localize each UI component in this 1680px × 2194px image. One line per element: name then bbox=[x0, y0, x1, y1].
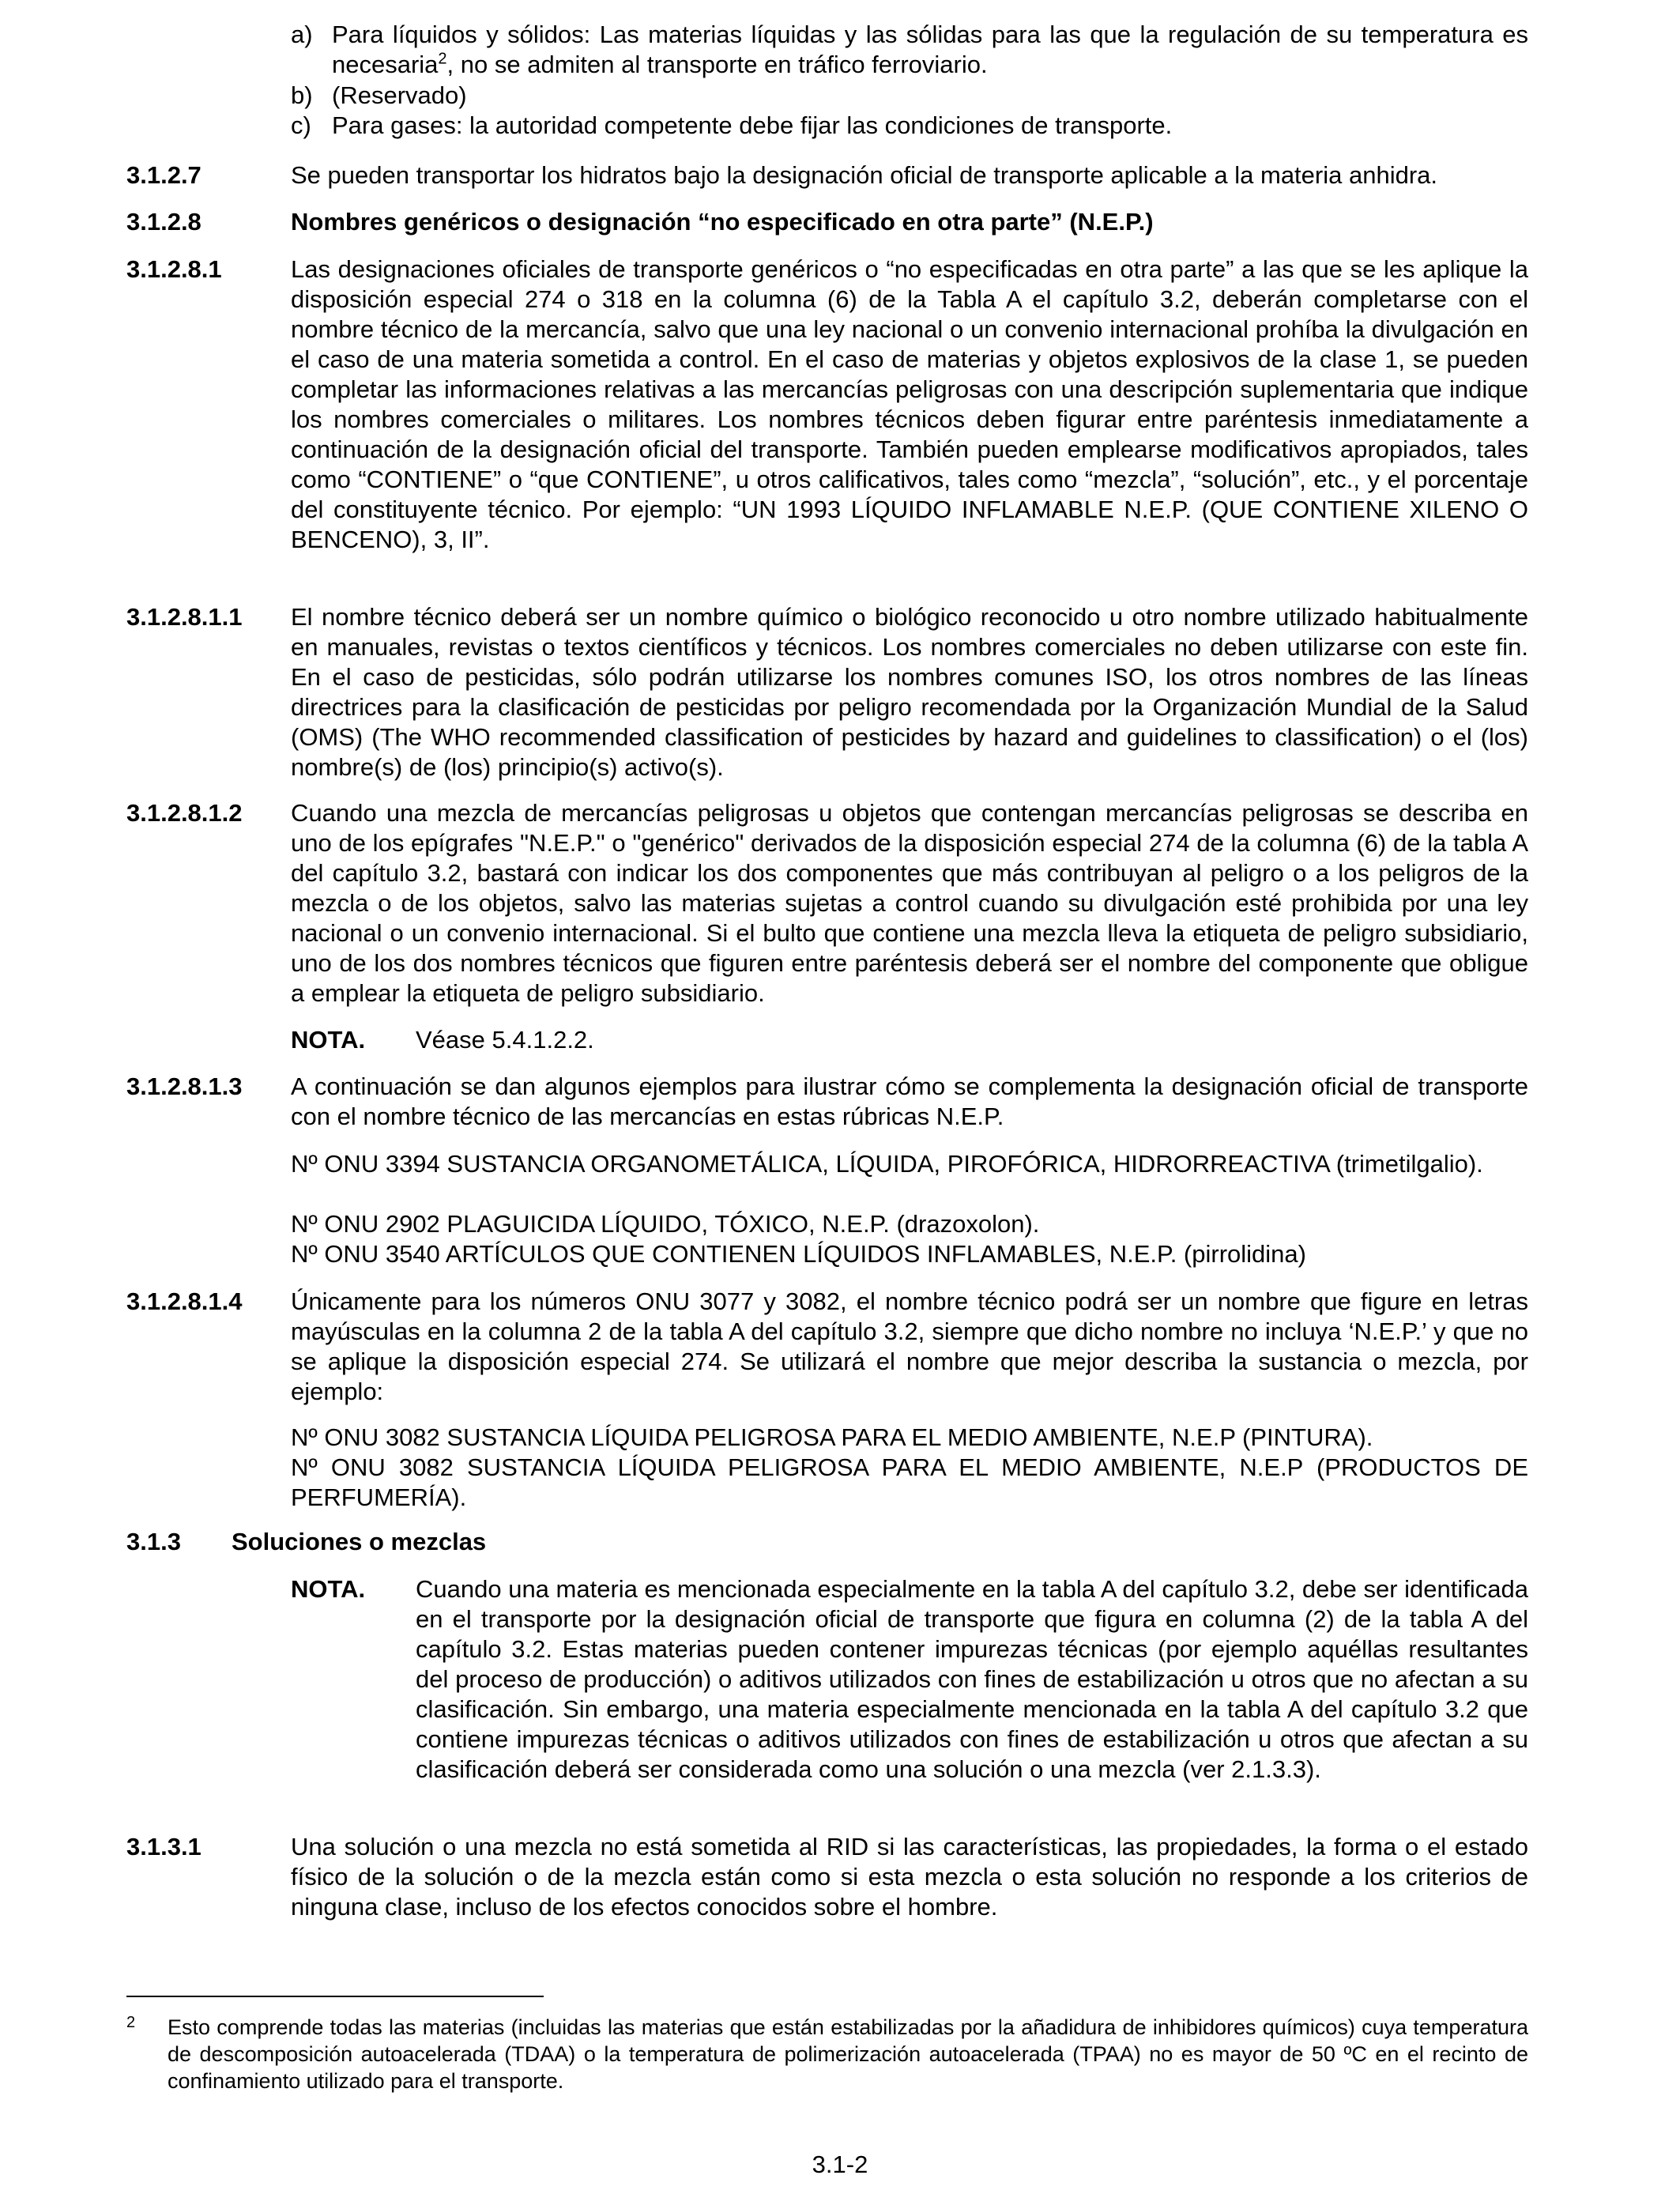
section-number: 3.1.3 bbox=[126, 1528, 181, 1555]
note-label: NOTA. bbox=[291, 1026, 366, 1054]
section-text: A continuación se dan algunos ejemplos para ilustrar cómo se complementa la designación oficial de transporte con el nombre técnico de las mercancías en estas rúbricas N.E.P. bbox=[291, 1072, 1528, 1130]
section-number: 3.1.2.8.1.3 bbox=[126, 1072, 243, 1100]
list-text: (Reservado) bbox=[332, 81, 467, 109]
section-number: 3.1.2.8.1 bbox=[126, 255, 222, 283]
footnote-number: 2 bbox=[126, 2014, 136, 2031]
list-text-main: Para líquidos y sólidos: Las materias líquidas y las sólidas para las que la regulación de su temperatura es necesaria bbox=[332, 21, 1528, 78]
example-line: Nº ONU 3540 ARTÍCULOS QUE CONTIENEN LÍQUIDOS INFLAMABLES, N.E.P. (pirrolidina) bbox=[291, 1240, 1306, 1268]
note-text: Cuando una materia es mencionada especialmente en la tabla A del capítulo 3.2, debe ser identificada en el transporte por la designación oficial de transporte que figura en columna (2) de la tabla A del capítulo 3.2. Estas materias pueden contener impurezas técnicas (por ejemplo aquéllas resultantes del proceso de producción) o aditivos utilizados con fines de estabilización u otros que no afectan a su clasificación. Sin embargo, una materia especialmente mencionada en la tabla A del capítulo 3.2 que contiene impurezas técnicas o aditivos utilizados con fines de estabilización u otros que afectan a su clasificación deberá ser considerada como una solución o una mezcla (ver 2.1.3.3). bbox=[416, 1575, 1529, 1783]
example-line: Nº ONU 2902 PLAGUICIDA LÍQUIDO, TÓXICO, N.E.P. (drazoxolon). bbox=[291, 1210, 1040, 1238]
example-line: Nº ONU 3082 SUSTANCIA LÍQUIDA PELIGROSA PARA EL MEDIO AMBIENTE, N.E.P (PRODUCTOS DE PERFUMERÍA). bbox=[291, 1453, 1528, 1511]
list-label: b) bbox=[291, 81, 313, 109]
section-number: 3.1.3.1 bbox=[126, 1833, 202, 1860]
section-text: Una solución o una mezcla no está sometida al RID si las características, las propiedades, la forma o el estado físico de la solución o de la mezcla están como si esta mezcla o esta solución no responde a los criterios de ninguna clase, incluso de los efectos conocidos sobre el hombre. bbox=[291, 1833, 1528, 1921]
list-text-tail: , no se admiten al transporte en tráfico ferroviario. bbox=[446, 51, 988, 78]
page-number: 3.1-2 bbox=[812, 2151, 868, 2178]
section-text: El nombre técnico deberá ser un nombre químico o biológico reconocido u otro nombre utilizado habitualmente en manuales, revistas o textos científicos y técnicos. Los nombres comerciales no deben utilizarse con este fin. En el caso de pesticidas, sólo podrán utilizarse los nombres comunes ISO, los otros nombres de las líneas directrices para la clasificación de pesticidas por peligro recomendada por la Organización Mundial de la Salud (OMS) (The WHO recommended classification of pesticides by hazard and guidelines to classification) o el (los) nombre(s) de (los) principio(s) activo(s). bbox=[291, 603, 1528, 781]
section-heading: Soluciones o mezclas bbox=[232, 1528, 487, 1555]
section-heading: Nombres genéricos o designación “no especificado en otra parte” (N.E.P.) bbox=[291, 208, 1154, 236]
section-number: 3.1.2.7 bbox=[126, 161, 202, 189]
note-label: NOTA. bbox=[291, 1575, 366, 1603]
list-text: Para gases: la autoridad competente debe fijar las condiciones de transporte. bbox=[332, 111, 1173, 139]
section-number: 3.1.2.8.1.4 bbox=[126, 1287, 243, 1315]
section-number: 3.1.2.8 bbox=[126, 208, 202, 236]
footnote-text: Esto comprende todas las materias (incluidas las materias que están estabilizadas por la añadidura de inhibidores químicos) cuya temperatura de descomposición autoacelerada (TDAA) o la temperatura de polimerización autoacelerada (TPAA) no es mayor de 50 ºC en el recinto de confinamiento utilizado para el transporte. bbox=[168, 2015, 1528, 2093]
footnote-ref[interactable]: 2 bbox=[438, 50, 447, 68]
footnote-separator bbox=[126, 1996, 544, 1997]
list-text bbox=[332, 20, 1528, 80]
section-text: Las designaciones oficiales de transporte genéricos o “no especificadas en otra parte” a las que se les aplique la disposición especial 274 o 318 en la columna (6) de la Tabla A el capítulo 3.2, deberán completarse con el nombre técnico de la mercancía, salvo que una ley nacional o un convenio internacional prohíba la divulgación en el caso de una materia sometida a control. En el caso de materias y objetos explosivos de la clase 1, se pueden completar las informaciones relativas a las mercancías peligrosas con una descripción suplementaria que indique los nombres comerciales o militares. Los nombres técnicos deben figurar entre paréntesis inmediatamente a continuación de la designación oficial del transporte. También pueden emplearse modificativos apropiados, tales como “CONTIENE” o “que CONTIENE”, u otros calificativos, tales como “mezcla”, “solución”, etc., y el porcentaje del constituyente técnico. Por ejemplo: “UN 1993 LÍQUIDO INFLAMABLE N.E.P. (QUE CONTIENE XILENO O BENCENO), 3, II”. bbox=[291, 255, 1528, 553]
list-label: a) bbox=[291, 21, 313, 48]
note-text: Véase 5.4.1.2.2. bbox=[416, 1026, 594, 1054]
section-number: 3.1.2.8.1.2 bbox=[126, 799, 243, 827]
section-number: 3.1.2.8.1.1 bbox=[126, 603, 243, 631]
section-text: Se pueden transportar los hidratos bajo la designación oficial de transporte aplicable a la materia anhidra. bbox=[291, 161, 1438, 189]
section-text: Únicamente para los números ONU 3077 y 3082, el nombre técnico podrá ser un nombre que figure en letras mayúsculas en la columna 2 de la tabla A del capítulo 3.2, siempre que dicho nombre no incluya ‘N.E.P.’ y que no se aplique la disposición especial 274. Se utilizará el nombre que mejor describa la sustancia o mezcla, por ejemplo: bbox=[291, 1287, 1528, 1405]
example-line: Nº ONU 3082 SUSTANCIA LÍQUIDA PELIGROSA PARA EL MEDIO AMBIENTE, N.E.P (PINTURA). bbox=[291, 1423, 1373, 1451]
section-text: Cuando una mezcla de mercancías peligrosas u objetos que contengan mercancías peligrosas se describa en uno de los epígrafes "N.E.P." o "genérico" derivados de la disposición especial 274 de la columna (6) de la tabla A del capítulo 3.2, bastará con indicar los dos componentes que más contribuyan al peligro o a los peligros de la mezcla o de los objetos, salvo las materias sujetas a control cuando su divulgación esté prohibida por una ley nacional o un convenio internacional. Si el bulto que contiene una mezcla lleva la etiqueta de peligro subsidiario, uno de los dos nombres técnicos que figuren entre paréntesis deberá ser el nombre del componente que obligue a emplear la etiqueta de peligro subsidiario. bbox=[291, 799, 1528, 1007]
list-label: c) bbox=[291, 111, 311, 139]
example-line: Nº ONU 3394 SUSTANCIA ORGANOMETÁLICA, LÍQUIDA, PIROFÓRICA, HIDRORREACTIVA (trimetilgalio). bbox=[291, 1150, 1483, 1178]
